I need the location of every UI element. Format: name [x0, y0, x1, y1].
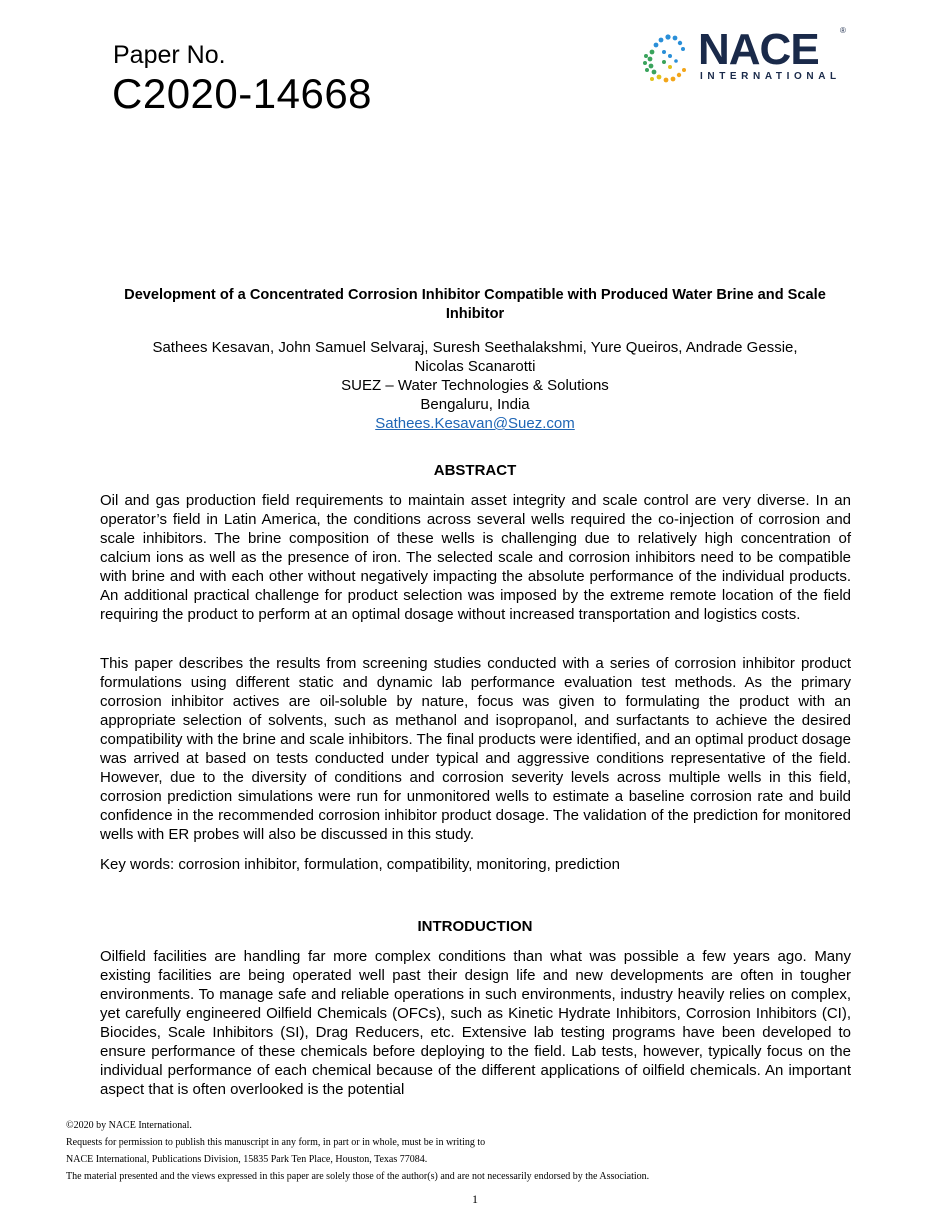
author-block [100, 338, 850, 433]
nace-logo-wordmark: NACE [698, 25, 819, 74]
introduction-paragraph-1: Oilfield facilities are handling far more complex conditions than what was possible a few years ago. Many existing facilities are being operated well past their design life and new developments are often in tougher environments. To manage safe and reliable operations in such environments, industry heavily relies on complex, yet carefully engineered Oilfield Chemicals (OFCs), such as Kinetic Hydrate Inhibitors, Corrosion Inhibitors (CI), Biocides, Scale Inhibitors (SI), Drag Reducers, etc. Extensive lab testing programs have been developed to ensure performance of these chemicals before deploying to the field. Lab tests, however, typically focus on the individual performance of each chemical because of the different applications of oilfield chemicals. An important aspect that is often overlooked is the potential [100, 948, 851, 1098]
author-email-link[interactable]: Sathees.Kesavan@Suez.com [375, 415, 575, 432]
nace-logo [640, 26, 850, 90]
introduction-heading: INTRODUCTION [417, 918, 533, 935]
footer-disclaimer: The material presented and the views expressed in this paper are solely those of the author(s) and are not necessarily endorsed by the Association. [66, 1171, 650, 1182]
paper-title: Development of a Concentrated Corrosion Inhibitor Compatible with Produced Water Brine and Scale Inhibitor [124, 287, 826, 322]
abstract-paragraph-2: This paper describes the results from screening studies conducted with a series of corrosion inhibitor product formulations using different static and dynamic lab performance evaluation test methods. As the primary corrosion inhibitor actives are oil-soluble by nature, focus was given to formulating the product with an appropriate selection of solvents, such as methanol and isopropanol, and surfactants to achieve the desired compatibility with the brine and scale inhibitors. The final products were identified, and an optimal product dosage was arrived at based on tests conducted under typical and aggressive conditions representative of the field. However, due to the diversity of conditions and corrosion severity levels across multiple wells in this field, corrosion prediction simulations were run for unmonitored wells to estimate a baseline corrosion rate and build confidence in the recommended corrosion inhibitor product dosage. The validation of the prediction for monitored wells with ER probes will also be discussed in this study. [100, 655, 851, 843]
paper-id: C2020-14668 [112, 70, 373, 117]
abstract-paragraph-1: Oil and gas production field requirements to maintain asset integrity and scale control are very diverse. In an operator’s field in Latin America, the conditions across several wells required the co-injection of corrosion and scale inhibitors. The brine composition of these wells is challenging due to relatively high concentration of calcium ions as well as the presence of iron. The selected scale and corrosion inhibitors need to be compatible with brine and with each other without negatively impacting the absolute performance of the individual products. An additional practical challenge for product selection was imposed by the extreme remote location of the field requiring the product to perform at an optimal dosage without increased transportation and logistics costs. [100, 492, 851, 623]
affiliation: SUEZ – Water Technologies & Solutions [341, 377, 609, 394]
author-names-line1: Sathees Kesavan, John Samuel Selvaraj, Suresh Seethalakshmi, Yure Queiros, Andrade Gessie, [152, 339, 798, 356]
author-names-line2: Nicolas Scanarotti [414, 358, 536, 375]
nace-logo-subtitle: INTERNATIONAL [700, 71, 841, 82]
nace-dotted-swirl-logo-icon [640, 32, 694, 86]
abstract-heading: ABSTRACT [433, 462, 517, 479]
page-number: 1 [472, 1192, 478, 1206]
keywords: Key words: corrosion inhibitor, formulation, compatibility, monitoring, prediction [100, 856, 620, 873]
footer-permission: Requests for permission to publish this manuscript in any form, in part or in whole, must be in writing to [66, 1137, 486, 1148]
footer-notice [66, 1117, 886, 1185]
paper-number-label: Paper No. [113, 41, 226, 69]
location: Bengaluru, India [420, 396, 530, 413]
registered-mark: ® [840, 26, 846, 35]
footer-copyright: ©2020 by NACE International. [66, 1120, 192, 1131]
footer-address: NACE International, Publications Division, 15835 Park Ten Place, Houston, Texas 77084. [66, 1154, 428, 1165]
